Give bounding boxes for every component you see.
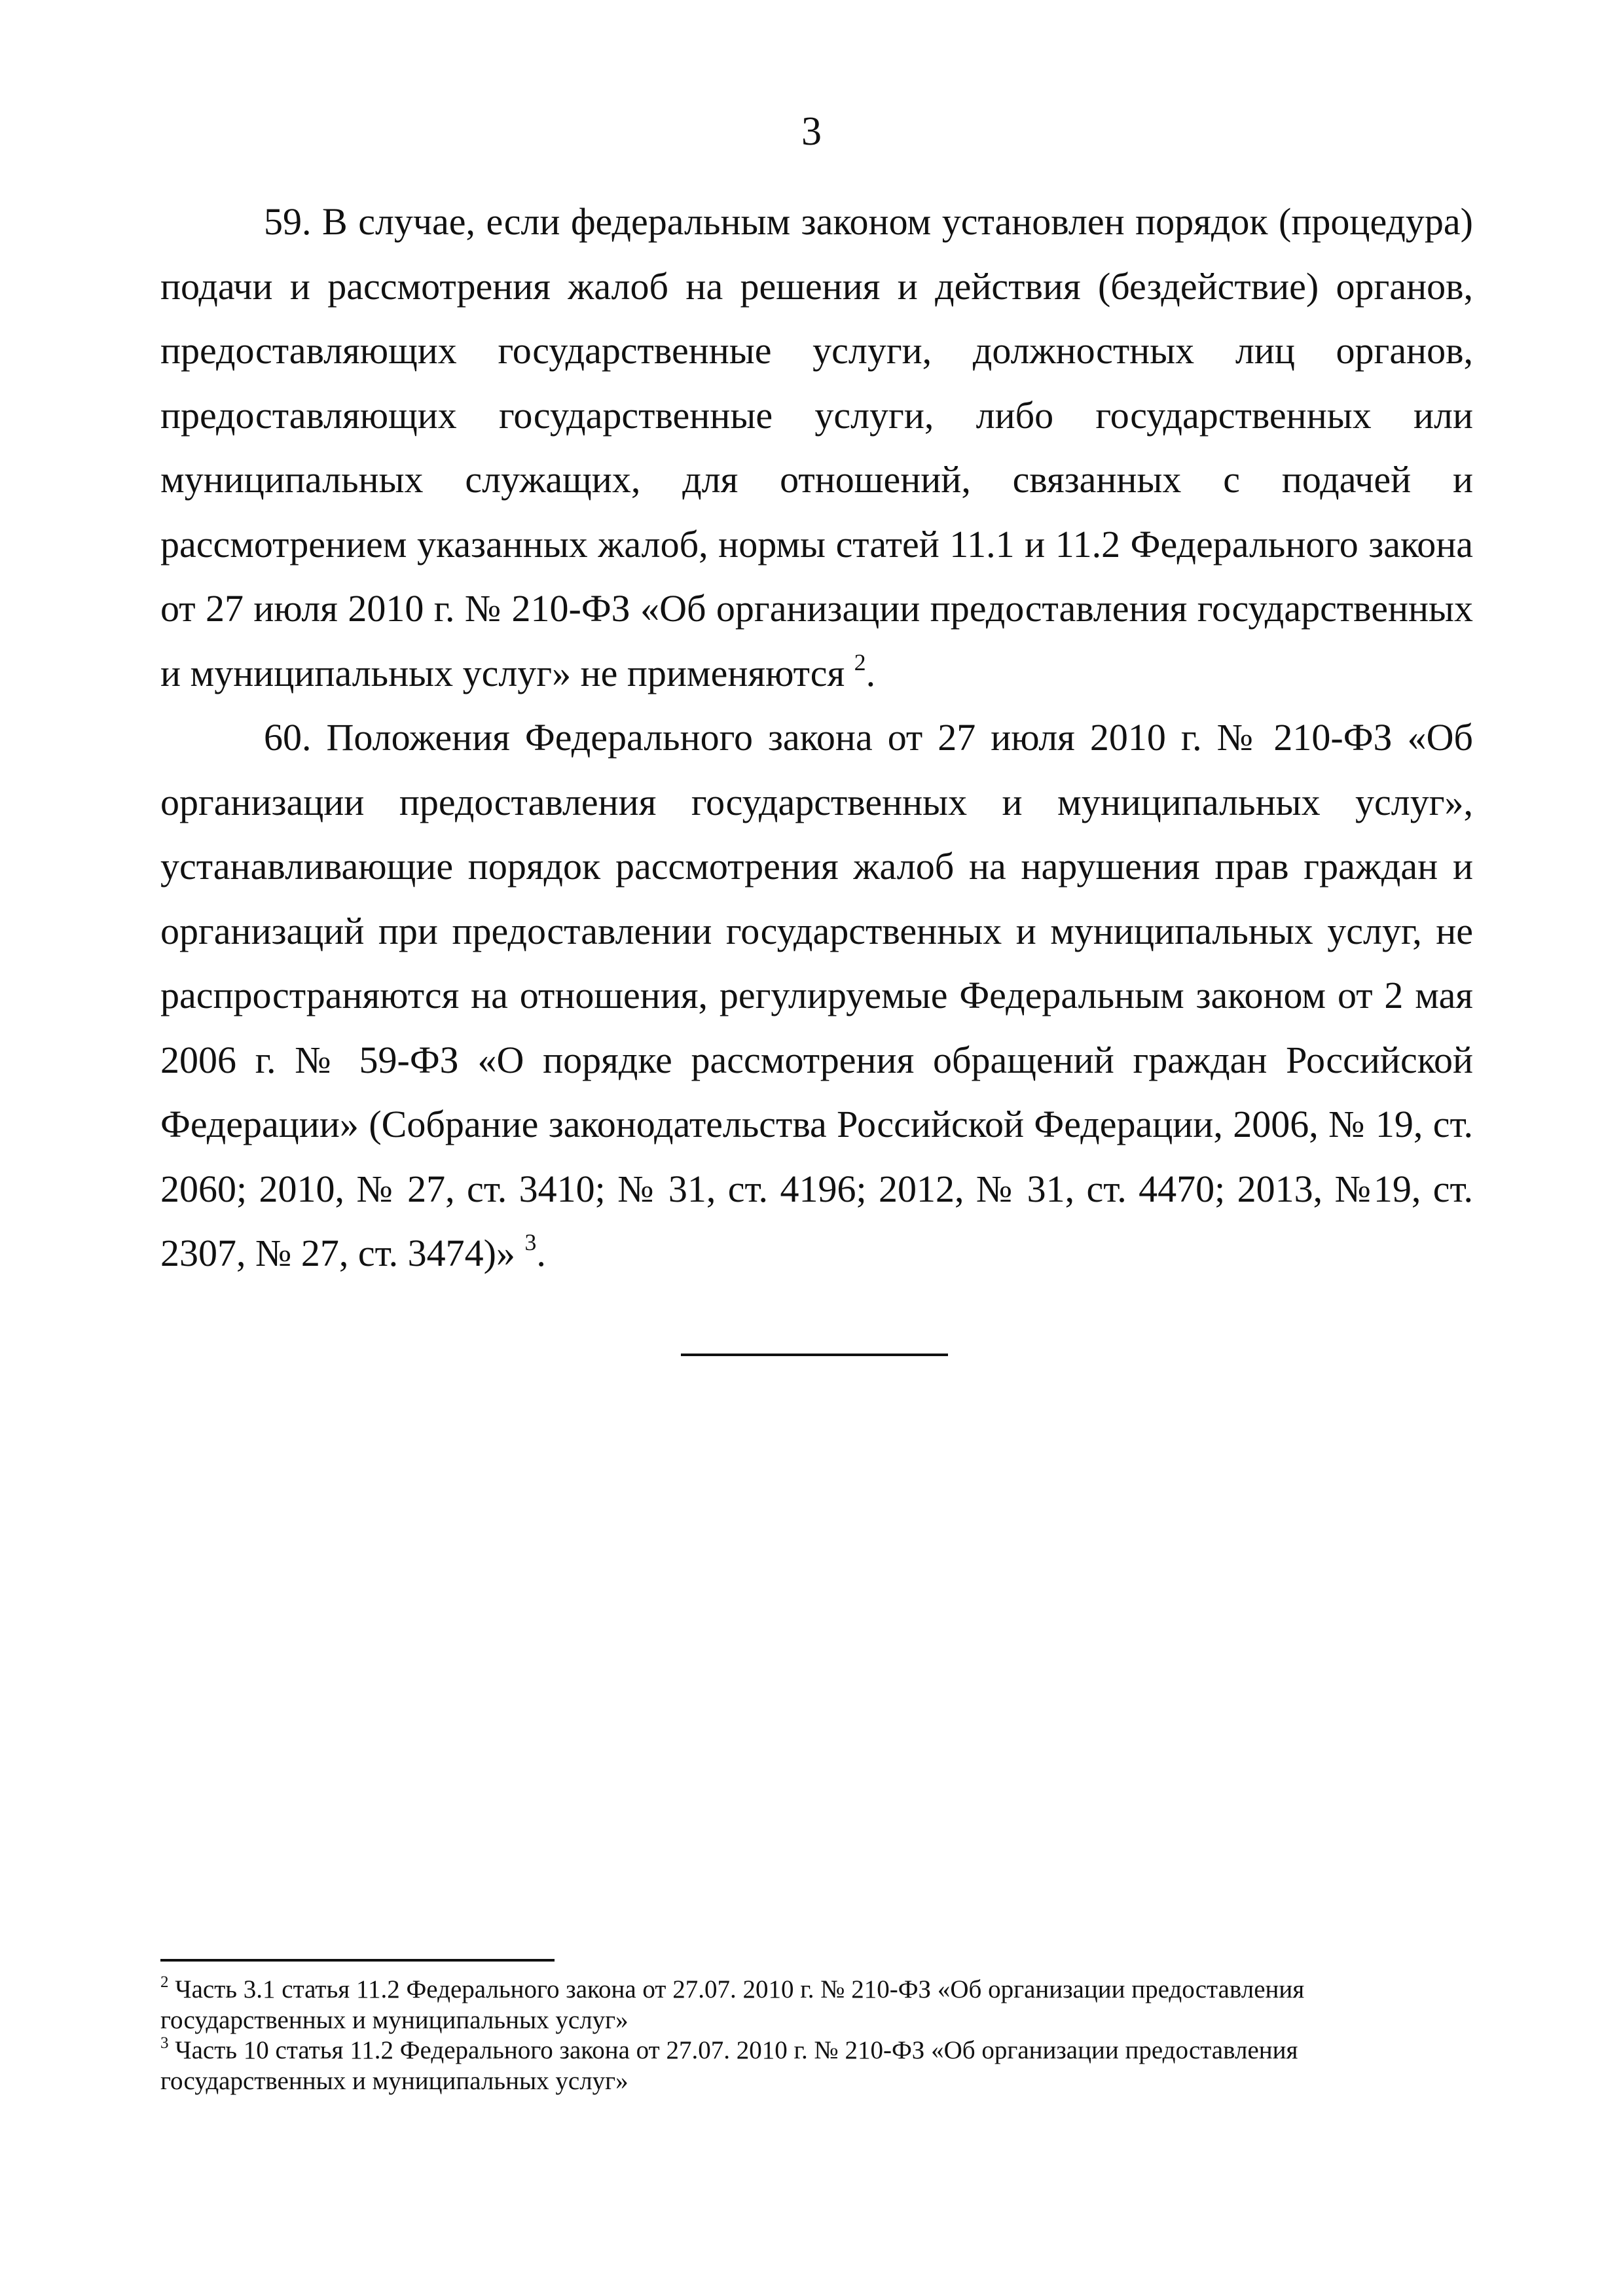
page-number: 3 [801, 109, 822, 154]
footnote-3 [160, 2036, 1463, 2096]
footnote-text: Часть 10 статья 11.2 Федерального закона от 27.07. 2010 г. № 210-ФЗ «Об организации предоставления государственных и муниципальных услуг» [160, 2036, 1298, 2095]
paragraph-59 [160, 190, 1473, 706]
document-body [160, 190, 1473, 1286]
footnotes-section [160, 1975, 1463, 2096]
section-separator-line [681, 1354, 948, 1356]
paragraph-60 [160, 706, 1473, 1286]
footnote-reference[interactable]: 2 [854, 649, 866, 675]
footnote-mark: 3 [160, 2034, 169, 2052]
footnote-mark: 2 [160, 1973, 169, 1991]
paragraph-tail: . [536, 1232, 546, 1274]
paragraph-text: 59. В случае, если федеральным законом установлен порядок (процедура) подачи и рассмотрения жалоб на решения и действия (бездействие) органов, предоставляющих государственные услуги, должностных лиц органов, предоставляющих государственные услуги, либо государственных или муниципальных служащих, для отношений, связанных с подачей и рассмотрением указанных жалоб, нормы статей 11.1 и 11.2 Федерального закона от 27 июля 2010 г. № 210-ФЗ «Об организации предоставления государственных и муниципальных услуг» не применяются [160, 200, 1473, 694]
paragraph-tail: . [866, 651, 876, 694]
footnote-divider-line [160, 1959, 555, 1962]
footnote-reference[interactable]: 3 [524, 1229, 537, 1255]
footnote-text: Часть 3.1 статья 11.2 Федерального закона от 27.07. 2010 г. № 210-ФЗ «Об организации предоставления государственных и муниципальных услуг» [160, 1975, 1305, 2034]
footnote-2 [160, 1975, 1463, 2036]
paragraph-text: 60. Положения Федерального закона от 27 июля 2010 г. № 210-ФЗ «Об организации предоставления государственных и муниципальных услуг», устанавливающие порядок рассмотрения жалоб на нарушения прав граждан и организаций при предоставлении государственных и муниципальных услуг, не распространяются на отношения, регулируемые Федеральным законом от 2 мая 2006 г. № 59-ФЗ «О порядке рассмотрения обращений граждан Российской Федерации» (Собрание законодательства Российской Федерации, 2006, № 19, ст. 2060; 2010, № 27, ст. 3410; № 31, ст. 4196; 2012, № 31, ст. 4470; 2013, №19, ст. 2307, № 27, ст. 3474)» [160, 716, 1473, 1274]
